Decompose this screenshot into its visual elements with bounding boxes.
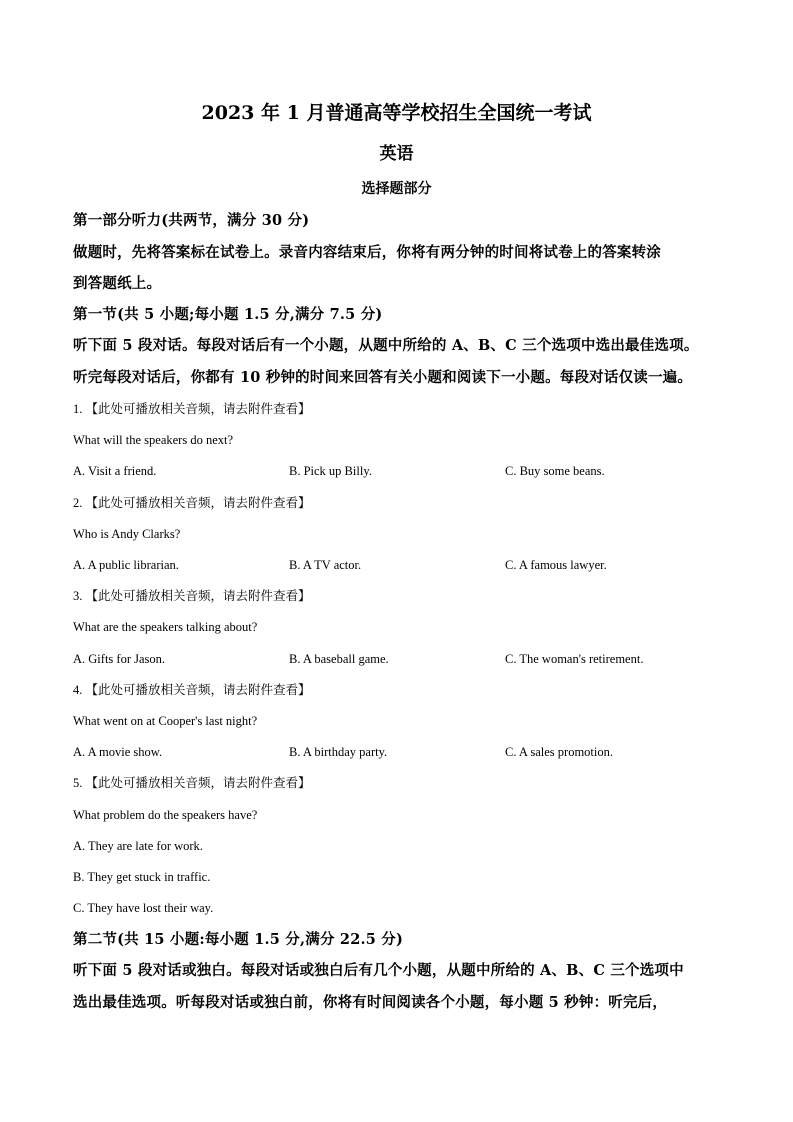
question-5-audio-link[interactable]: 5. 【此处可播放相关音频，请去附件查看】	[73, 776, 311, 790]
question-2-audio-link[interactable]: 2. 【此处可播放相关音频，请去附件查看】	[73, 496, 311, 510]
section2-instruction-line2: 选出最佳选项。听每段对话或独白前，你将有时间阅读各个小题，每小题 5 秒钟：听完后，	[73, 994, 668, 1011]
question-4-audio-link[interactable]: 4. 【此处可播放相关音频，请去附件查看】	[73, 683, 311, 697]
section1-heading: 第一节(共 5 小题;每小题 1.5 分,满分 7.5 分)	[73, 306, 383, 323]
question-5-prompt: What problem do the speakers have?	[73, 808, 258, 822]
part1-instruction-line2: 到答题纸上。	[73, 275, 162, 292]
question-3-prompt: What are the speakers talking about?	[73, 620, 258, 634]
question-4-option-b: B. A birthday party.	[289, 745, 388, 759]
question-4-prompt: What went on at Cooper's last night?	[73, 714, 258, 728]
question-1-option-b: B. Pick up Billy.	[289, 464, 372, 478]
question-3-option-c: C. The woman's retirement.	[505, 652, 644, 666]
question-1-prompt: What will the speakers do next?	[73, 433, 234, 447]
part1-instruction-line1: 做题时，先将答案标在试卷上。录音内容结束后，你将有两分钟的时间将试卷上的答案转涂	[73, 244, 661, 261]
question-1-option-a: A. Visit a friend.	[73, 464, 157, 478]
question-3-option-a: A. Gifts for Jason.	[73, 652, 166, 666]
question-5-option-a: A. They are late for work.	[73, 839, 203, 853]
question-3-option-b: B. A baseball game.	[289, 652, 389, 666]
question-2-prompt: Who is Andy Clarks?	[73, 527, 181, 541]
section2-heading: 第二节(共 15 小题:每小题 1.5 分,满分 22.5 分)	[73, 931, 404, 948]
question-5-option-c: C. They have lost their way.	[73, 901, 214, 915]
question-4-option-a: A. A movie show.	[73, 745, 163, 759]
question-2-option-a: A. A public librarian.	[73, 558, 179, 572]
section1-instruction-line2: 听完每段对话后，你都有 10 秒钟的时间来回答有关小题和阅读下一小题。每段对话仅读一遍。	[73, 369, 693, 386]
part1-heading: 第一部分听力(共两节，满分 30 分)	[73, 212, 310, 229]
question-1-audio-link[interactable]: 1. 【此处可播放相关音频，请去附件查看】	[73, 402, 311, 416]
section2-instruction-line1: 听下面 5 段对话或独白。每段对话或独白后有几个小题，从题中所给的 A、B、C 三个选项中	[73, 962, 684, 979]
question-2-option-b: B. A TV actor.	[289, 558, 362, 572]
question-3-audio-link[interactable]: 3. 【此处可播放相关音频，请去附件查看】	[73, 589, 311, 603]
section1-instruction-line1: 听下面 5 段对话。每段对话后有一个小题，从题中所给的 A、B、C 三个选项中选出最佳选项。	[73, 337, 699, 354]
section-type: 选择题部分	[361, 181, 432, 197]
exam-title: 2023 年 1 月普通高等学校招生全国统一考试	[201, 102, 592, 124]
subject-title: 英语	[379, 144, 414, 164]
question-4-option-c: C. A sales promotion.	[505, 745, 613, 759]
question-5-option-b: B. They get stuck in traffic.	[73, 870, 211, 884]
question-2-option-c: C. A famous lawyer.	[505, 558, 607, 572]
question-1-option-c: C. Buy some beans.	[505, 464, 605, 478]
